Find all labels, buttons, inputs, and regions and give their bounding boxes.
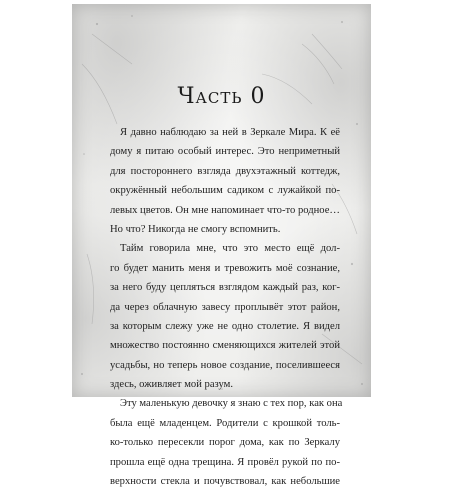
text-line: множество постоянно сменяющихся жителей этой [110,340,340,352]
text-line: ко-только пересекли порог дома, как по Зеркалу [110,437,340,449]
text-line: Но что? Никогда не смогу вспомнить. [110,223,281,235]
text-line: окружённый небольшим садиком с лужайкой по- [110,185,340,197]
text-line: за которым слежу уже не одно столетие. Я видел [110,320,340,332]
text-line: да через облачную завесу проплывёт этот район, [110,301,340,313]
text-line: для постороннего взгляда двухэтажный коттедж, [110,165,340,177]
text-line: Я давно наблюдаю за ней в Зеркале Мира. К её [120,127,340,138]
chapter-body [110,123,343,491]
text-line: верхности стекла и почувствовал, как небольшие [110,476,340,488]
text-line: за него буду цепляться взглядом каждый раз, ког- [110,282,340,294]
text-line: здесь, оживляет мой разум. [110,379,233,391]
text-line: прошла ещё одна трещина. Я провёл рукой по по- [110,456,340,468]
text-line: была ещё младенцем. Родители с крошкой толь- [110,417,340,429]
text-line: го будет манить меня и тревожить моё сознание, [110,262,340,274]
text-line: усадьбы, но теперь новое создание, поселившееся [110,359,340,371]
text-line: Эту маленькую девочку я знаю с тех пор, как она [120,398,343,410]
chapter-title: Часть 0 [177,84,266,109]
text-line: дому я питаю особый интерес. Это неприметный [110,146,340,158]
text-line: левых цветов. Он мне напоминает что-то родное… [110,204,341,216]
book-page [72,4,371,488]
text-line: Тайм говорила мне, что это место ещё дол- [120,243,340,255]
